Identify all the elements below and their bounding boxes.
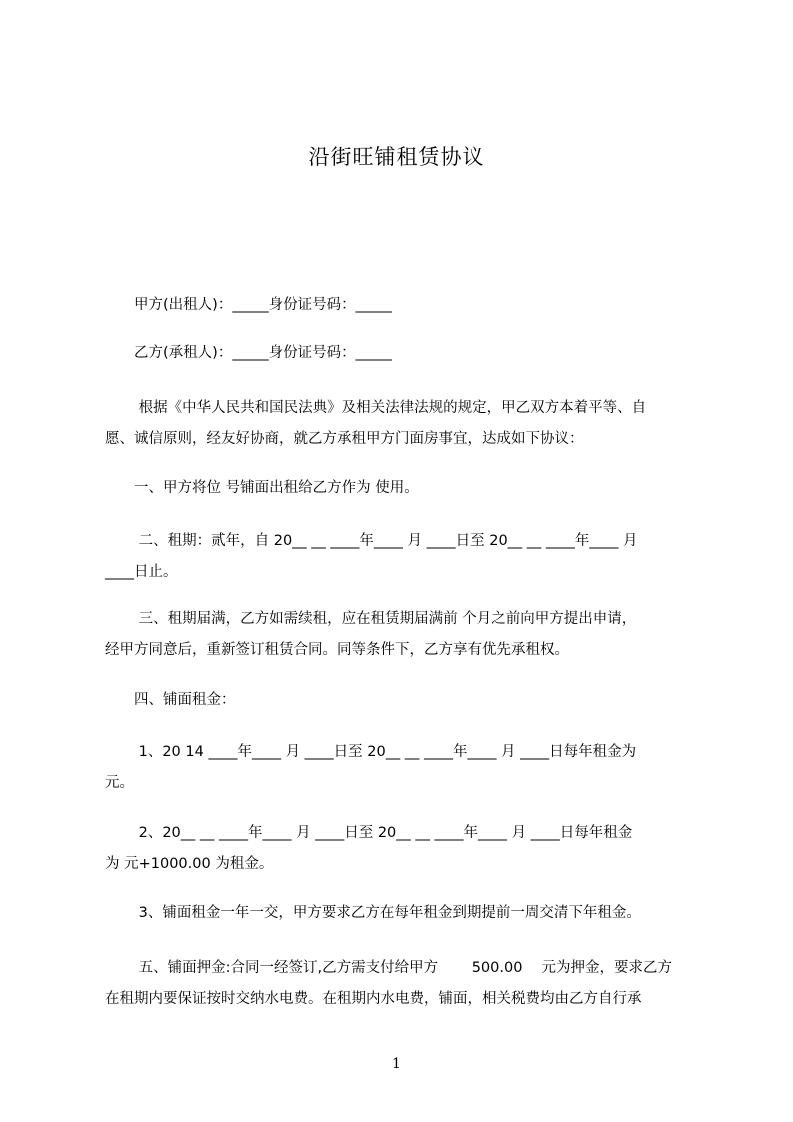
paragraph-line: 3、铺面租金一年一交，甲方要求乙方在每年租金到期提前一周交清下年租金。 bbox=[105, 905, 641, 921]
clause-4-item-2 bbox=[105, 818, 705, 880]
paragraph-line: 二、租期：贰年，自 20__ __ ____年____ 月 ____日至 20__ __ ____年____ 月 bbox=[105, 533, 638, 549]
clause-4-item-3 bbox=[105, 898, 705, 929]
paragraph-line: 为 元+1000.00 为租金。 bbox=[105, 856, 274, 872]
paragraph-line: ____日止。 bbox=[105, 564, 178, 580]
party-b-line bbox=[105, 338, 705, 369]
document-title: 沿街旺铺租赁协议 bbox=[308, 145, 485, 169]
clause-1 bbox=[105, 473, 705, 504]
paragraph-line: 在租期内要保证按时交纳水电费。在租期内水电费，铺面，相关税费均由乙方自行承 bbox=[105, 991, 642, 1007]
clause-4-item-1 bbox=[105, 737, 705, 799]
clause-3 bbox=[105, 604, 705, 666]
paragraph-line: 三、租期届满，乙方如需续租，应在租赁期届满前 个月之前向甲方提出申请， bbox=[105, 611, 637, 627]
paragraph-line: 愿、诚信原则，经友好协商，就乙方承租甲方门面房事宜，达成如下协议： bbox=[105, 431, 584, 447]
party-a-line bbox=[105, 290, 705, 321]
paragraph-line: 1、20 14 ____年____ 月 ____日至 20__ __ ____年____ 月 ____日每年租金为 bbox=[105, 744, 637, 760]
clause-4-heading bbox=[105, 685, 705, 716]
paragraph-line: 乙方(承租人)：_____身份证号码：_____ bbox=[105, 345, 392, 361]
paragraph-line: 一、甲方将位 号铺面出租给乙方作为 使用。 bbox=[105, 480, 419, 496]
paragraph-line: 经甲方同意后，重新签订租赁合同。同等条件下，乙方享有优先承租权。 bbox=[105, 642, 569, 658]
paragraph-line: 元。 bbox=[105, 775, 134, 791]
preamble-paragraph bbox=[105, 393, 705, 455]
paragraph-line: 四、铺面租金： bbox=[105, 692, 236, 708]
clause-2 bbox=[105, 526, 705, 588]
paragraph-line: 根据《中华人民共和国民法典》及相关法律法规的规定，甲乙双方本着平等、自 bbox=[105, 400, 647, 416]
paragraph-line: 五、铺面押金:合同一经签订,乙方需支付给甲方 500.00 元为押金，要求乙方 bbox=[105, 960, 673, 976]
page-number: 1 bbox=[392, 1056, 401, 1072]
clause-5 bbox=[105, 953, 705, 1015]
paragraph-line: 甲方(出租人)：_____身份证号码：_____ bbox=[105, 297, 392, 313]
paragraph-line: 2、20__ __ ____年____ 月 ____日至 20__ __ ____年____ 月 ____日每年租金 bbox=[105, 825, 633, 841]
